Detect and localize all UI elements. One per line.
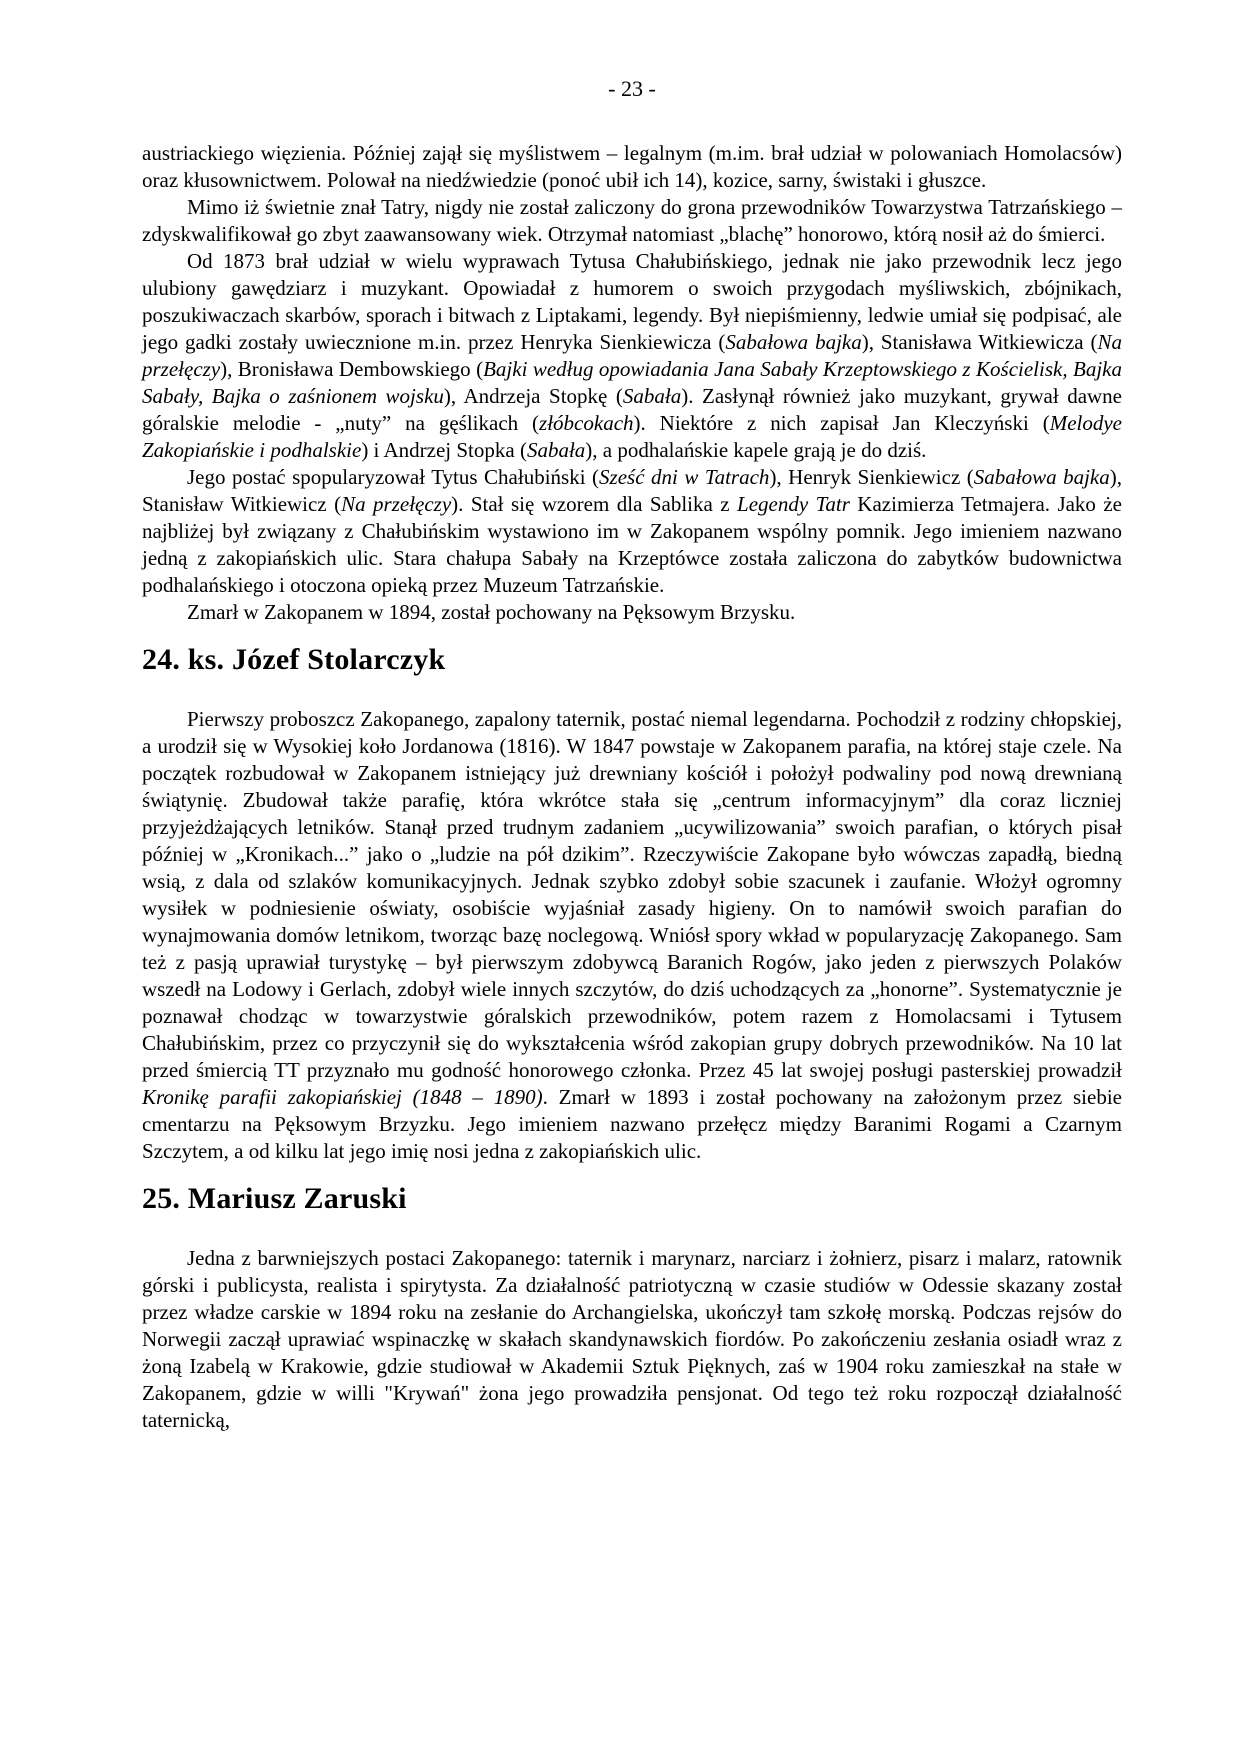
text-run: ), Stanisława Witkiewicza (: [861, 330, 1098, 354]
italic-text-run: Melodye Zakopiańskie i podhalskie: [142, 411, 1122, 462]
text-run: ), Henryk Sienkiewicz (: [769, 465, 974, 489]
italic-text-run: Sabałowa bajka: [725, 330, 862, 354]
italic-text-run: Sabała: [622, 384, 682, 408]
text-run: Pierwszy proboszcz Zakopanego, zapalony taternik, postać niemal legendarna. Pochodził z rodziny chłopskiej, a urodził się w Wysokiej koło Jordanowa (1816). W 1847 powstaje w Zakopanem parafia, na której staje czele. Na początek rozbudował w Zakopanem istniejący już drewniany kościół i położył podwaliny pod nową drewnianą świątynię. Zbudował także parafię, która wkrótce stała się „centrum informacyjnym” dla coraz liczniej przyjeżdżających letników. Stanął przed trudnym zadaniem „ucywilizowania” swoich parafian, o których pisał później w „Kronikach...” jako o „ludzie na pół dzikim”. Rzeczywiście Zakopane było wówczas zapadłą, biedną wsią, z dala od szlaków komunikacyjnych. Jednak szybko zdobył sobie szacunek i zaufanie. Włożył ogromny wysiłek w podniesienie oświaty, osobiście wyjaśniał zasady higieny. On to namówił swoich parafian do wynajmowania domów letnikom, tworząc bazę noclegową. Wniósł spory wkład w popularyzację Zakopanego. Sam też z pasją uprawiał turystykę – był pierwszym zdobywcą Baranich Rogów, jako jeden z pierwszych Polaków wszedł na Lodowy i Gerlach, zdobył wiele innych szczytów, do dziś uchodzących za „honorne”. Systematycznie je poznawał chodząc w towarzystwie góralskich przewodników, potem razem z Homolacsami i Tytusem Chałubińskim, przez co przyczynił się do wykształcenia wśród zakopian grupy dobrych przewodników. Na 10 lat przed śmiercią TT przyznało mu godność honorowego członka. Przez 45 lat swojej posługi pasterskiej prowadził: [142, 707, 1122, 1082]
text-run: austriackiego więzienia. Później zajął się myślistwem – legalnym (m.im. brał udział w polowaniach Homolacsów) oraz kłusownictwem. Polował na niedźwiedzie (ponoć ubił ich 14), kozice, sarny, świstaki i głuszce.: [142, 141, 1122, 192]
italic-text-run: Kronikę parafii zakopiańskiej (1848 – 1890): [142, 1085, 543, 1109]
italic-text-run: Na przełęczy: [142, 330, 1123, 381]
italic-text-run: Legendy Tatr: [737, 492, 850, 516]
document-body: [142, 140, 1122, 1434]
page-number: - 23 -: [608, 76, 656, 101]
text-run: ). Stał się wzorem dla Sablika z: [451, 492, 738, 516]
italic-text-run: Bajki według opowiadania Jana Sabały Krzeptowskiego z Kościelisk, Bajka Sabały, Bajka o zaśnionem wojsku: [142, 357, 1122, 408]
text-run: Jedna z barwniejszych postaci Zakopanego: taternik i marynarz, narciarz i żołnierz, pisarz i malarz, ratownik górski i publicysta, realista i spirytysta. Za działalność patriotyczną w czasie studiów w Odessie skazany został przez władze carskie w 1894 roku na zesłanie do Archangielska, ukończył tam szkołę morską. Podczas rejsów do Norwegii zaczął uprawiać wspinaczkę w skałach skandynawskich fiordów. Po zakończeniu zesłania osiadł wraz z żoną Izabelą w Krakowie, gdzie studiował w Akademii Sztuk Pięknych, zaś w 1904 roku zamieszkał na stałe w Zakopanem, gdzie w willi "Krywań" żona jego prowadziła pensjonat. Od tego też roku rozpoczął działalność taternicką,: [142, 1246, 1122, 1432]
paragraph: [142, 464, 1122, 599]
italic-text-run: złóbcokach: [539, 411, 634, 435]
text-run: ), a podhalańskie kapele grają je do dziś.: [585, 438, 927, 462]
paragraph: [142, 599, 1122, 626]
text-run: Kazimierza Tetmajera. Jako że najbliżej był związany z Chałubińskim wystawiono im w Zakopanem wspólny pomnik. Jego imieniem nazwano jedną z zakopiańskich ulic. Stara chałupa Sabały na Krzeptówce została zaliczona do zabytków budownictwa podhalańskiego i otoczona opieką przez Muzeum Tatrzańskie.: [142, 492, 1123, 597]
text-run: 25. Mariusz Zaruski: [142, 1182, 407, 1215]
paragraph: [142, 706, 1122, 1165]
text-run: Jego postać spopularyzował Tytus Chałubiński (: [187, 465, 600, 489]
paragraph: [142, 1245, 1122, 1434]
text-run: Od 1873 brał udział w wielu wyprawach Tytusa Chałubińskiego, jednak nie jako przewodnik lecz jego ulubiony gawędziarz i muzykant. Opowiadał z humorem o swoich przygodach myśliwskich, zbójnikach, poszukiwaczach skarbów, sporach i bitwach z Liptakami, legendy. Był niepiśmienny, ledwie umiał się podpisać, ale jego gadki zostały uwiecznione m.in. przez Henryka Sienkiewicza (: [142, 249, 1122, 354]
italic-text-run: Sabała: [526, 438, 586, 462]
paragraph: [142, 194, 1122, 248]
italic-text-run: Na przełęczy: [341, 492, 452, 516]
text-run: ). Zasłynął również jako muzykant, grywał dawne góralskie melodie - „nuty” na gęślikach (: [142, 384, 1122, 435]
text-run: Zmarł w Zakopanem w 1894, został pochowany na Pęksowym Brzysku.: [187, 600, 796, 624]
text-run: Mimo iż świetnie znał Tatry, nigdy nie został zaliczony do grona przewodników Towarzystwa Tatrzańskiego – zdyskwalifikował go zbyt zaawansowany wiek. Otrzymał natomiast „blachę” honorowo, którą nosił aż do śmierci.: [142, 195, 1122, 246]
text-run: ), Bronisława Dembowskiego (: [220, 357, 484, 381]
text-run: ). Niektóre z nich zapisał Jan Kleczyński (: [633, 411, 1050, 435]
text-run: ) i Andrzej Stopka (: [361, 438, 527, 462]
text-run: 24. ks. Józef Stolarczyk: [142, 643, 446, 676]
heading-24-ks-jozef-stolarczyk: [142, 642, 1122, 678]
paragraph: [142, 248, 1122, 464]
text-run: ), Stanisław Witkiewicz (: [142, 465, 1123, 516]
italic-text-run: Sabałowa bajka: [973, 465, 1110, 489]
heading-25-mariusz-zaruski: [142, 1181, 1122, 1217]
text-run: . Zmarł w 1893 i został pochowany na założonym przez siebie cmentarzu na Pęksowym Brzyzku. Jego imieniem nazwano przełęcz między Baranimi Rogami a Czarnym Szczytem, a od kilku lat jego imię nosi jedna z zakopiańskich ulic.: [142, 1085, 1122, 1163]
text-run: ), Andrzeja Stopkę (: [443, 384, 623, 408]
paragraph: [142, 140, 1122, 194]
italic-text-run: Sześć dni w Tatrach: [599, 465, 770, 489]
